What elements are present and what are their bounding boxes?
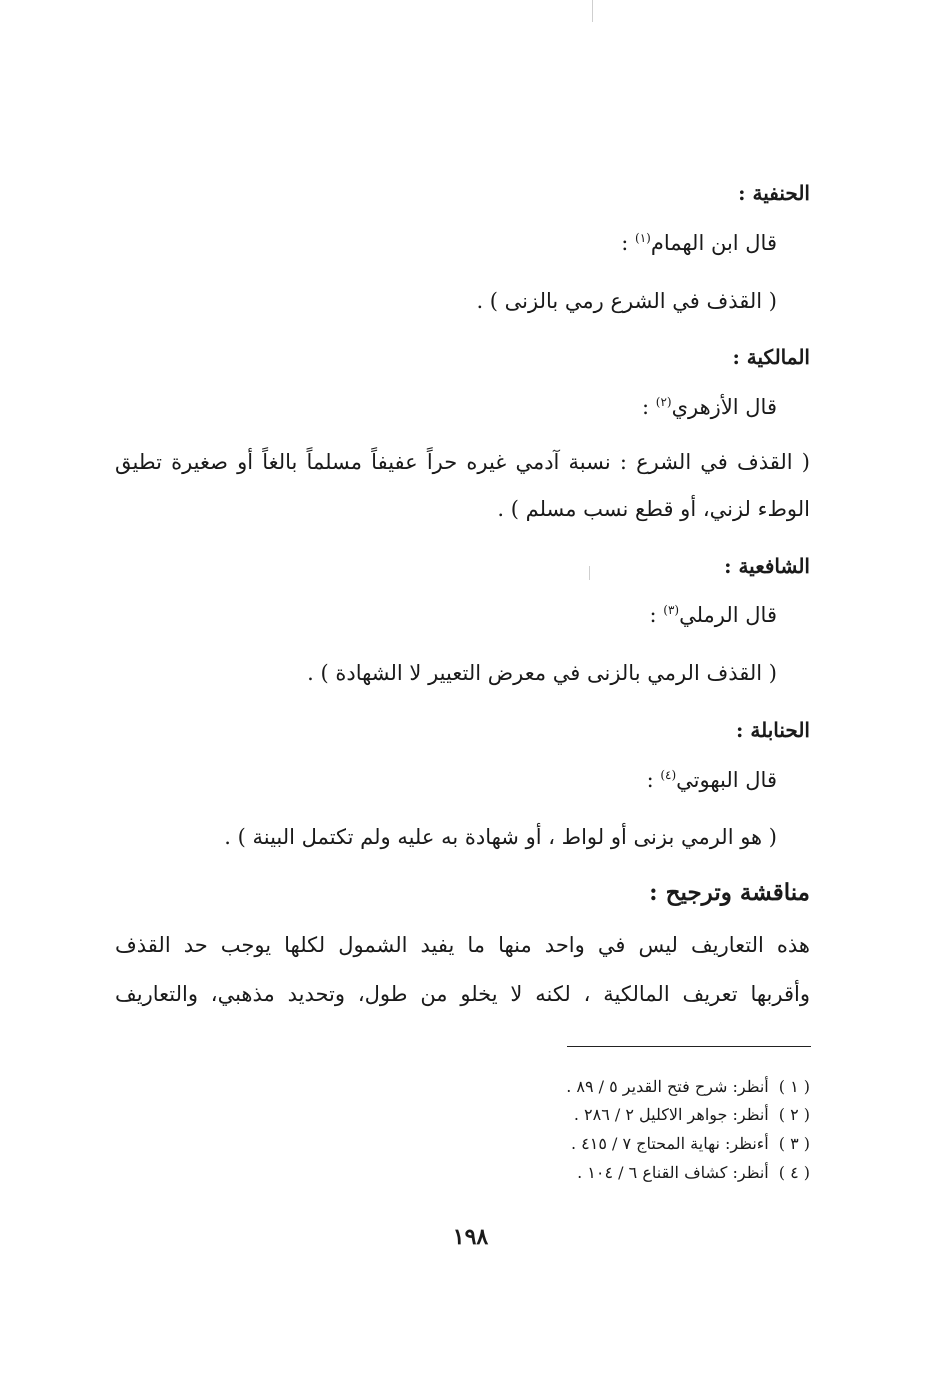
intro-text: قال الرملي [679,603,777,627]
footnote-separator [567,1046,811,1047]
footnote-text: أنظر: كشاف القناع ٦ / ١٠٤ . [577,1163,769,1182]
footnote-ref-4: (٤) [660,768,677,782]
footnote-number: ( ٤ ) [778,1163,810,1182]
page-number: ١٩٨ [452,1224,489,1250]
footnote-text: أءنظر: نهاية المحتاج ٧ / ٤١٥ . [570,1134,769,1153]
intro-colon: : [649,603,664,627]
intro-colon: : [641,395,656,419]
intro-shafiiya [650,600,778,630]
discussion-heading: مناقشة وترجيح : [649,879,810,906]
intro-malikiya [642,392,777,422]
footnote-number: ( ٢ ) [778,1105,810,1124]
footnote-4 [577,1162,810,1184]
footnote-ref-2: (٢) [655,395,672,409]
intro-hanafiya [621,228,777,258]
footnote-ref-1: (١) [635,231,651,245]
intro-hanabila [647,765,777,795]
intro-colon: : [646,768,661,792]
footnote-3 [571,1133,810,1155]
footnote-2 [574,1104,810,1126]
scan-mark-middle [589,566,590,580]
section-heading-shafiiya: الشافعية : [724,554,810,578]
quote-malikiya-line-1: ( القذف في الشرع : نسبة آدمي غيره حراً عفيفاً مسلماً بالغاً أو صغيرة تطيق [115,450,810,474]
footnote-1 [566,1076,810,1098]
quote-malikiya-line-2: الوطء لزني، أو قطع نسب مسلم ) . [497,497,810,521]
section-heading-malikiya: المالكية : [732,345,810,369]
footnote-ref-3: (٣) [663,603,680,617]
section-heading-hanafiya: الحنفية : [738,181,810,205]
quote-hanabila: ( هو الرمي بزنى أو لواط ، أو شهادة به عليه ولم تكتمل البينة ) . [224,825,777,849]
intro-text: قال ابن الهمام [650,231,777,255]
footnote-number: ( ٣ ) [778,1134,810,1153]
discussion-line-1: هذه التعاريف ليس في واحد منها ما يفيد الشمول لكلها يوجب حد القذف [115,933,810,957]
intro-text: قال البهوتي [676,768,777,792]
intro-colon: : [621,231,635,255]
scan-mark-top [592,0,593,22]
quote-shafiiya: ( القذف الرمي بالزنى في معرض التعيير لا الشهادة ) . [307,661,777,685]
intro-text: قال الأزهري [671,395,777,419]
quote-hanafiya: ( القذف في الشرع رمي بالزنى ) . [476,289,777,313]
footnote-text: أنظر: جواهر الاكليل ٢ / ٢٨٦ . [573,1105,769,1124]
discussion-line-2: وأقربها تعريف المالكية ، لكنه لا يخلو من طول، وتحديد مذهبي، والتعاريف [115,982,810,1006]
section-heading-hanabila: الحنابلة : [736,718,810,742]
footnote-number: ( ١ ) [778,1077,810,1096]
footnote-text: أنظر: شرح فتح القدير ٥ / ٨٩ . [566,1077,769,1096]
